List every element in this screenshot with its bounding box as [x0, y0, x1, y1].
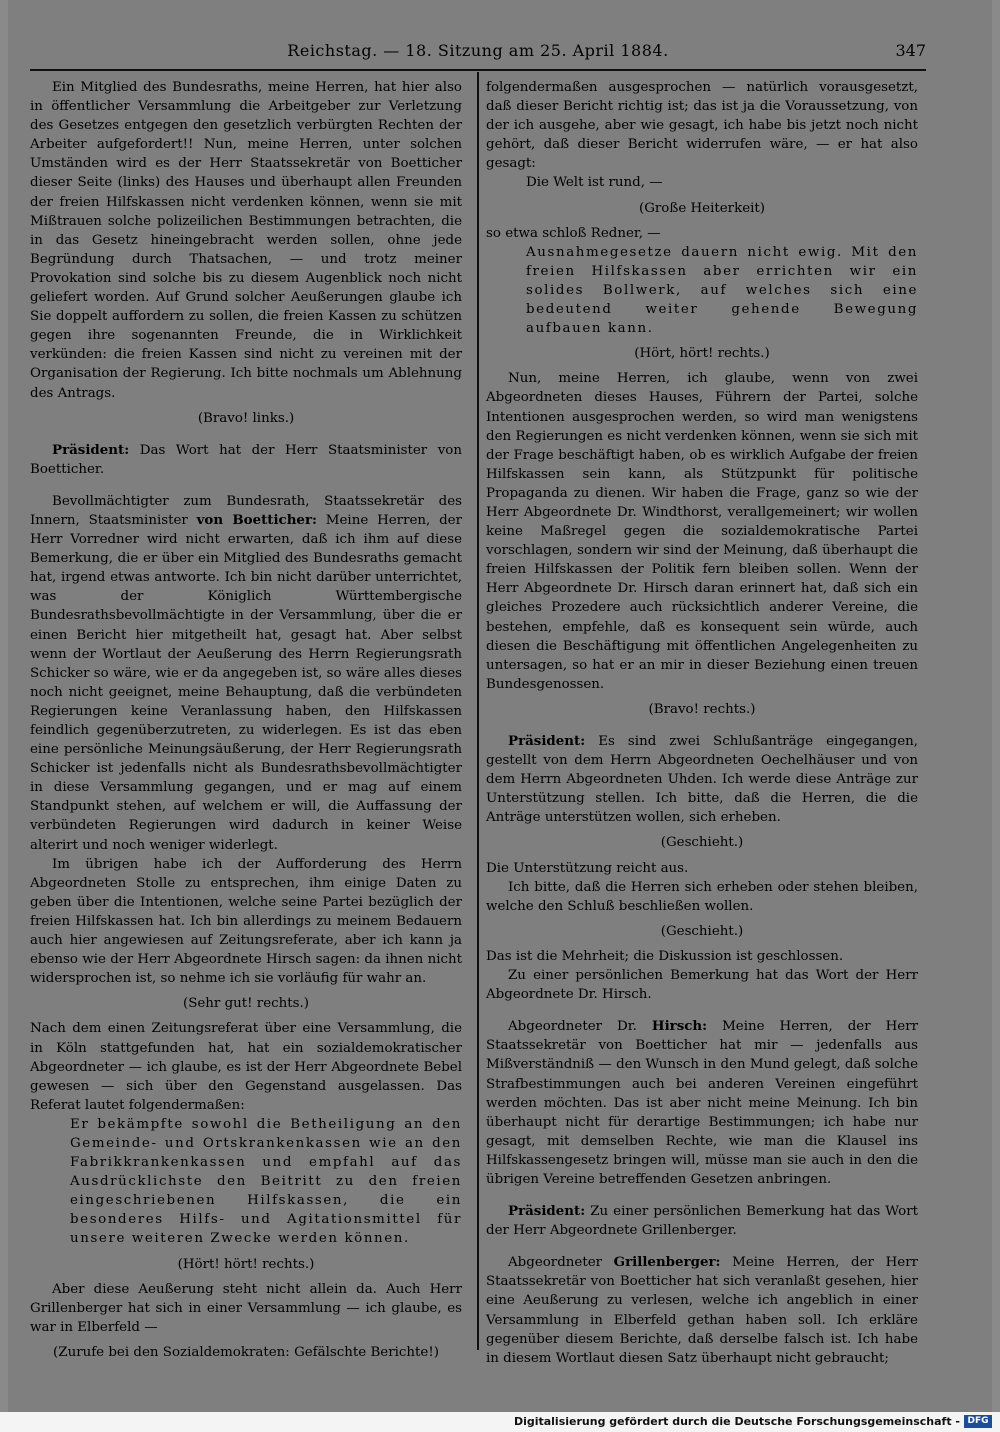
interjection: (Hört! hört! rechts.) — [177, 1256, 315, 1272]
speech-paragraph — [486, 1202, 918, 1240]
paragraph: Im übrigen habe ich der Aufforderung des Herrn Abgeordneten Stolle zu entsprechen, ihm einige Daten zu geben über die Intentionen, welche seine Partei bezüglich der freien Hilfskassen hat. Ich bin allerdings zu meinem Bedauern auch hier angewiesen auf Zeitungsreferate, aber ich kann ja ebenso wie der Herr Abgeordnete Hirsch sagen: da ihnen nicht widersprochen ist, so nehme ich sie vorläufig für wahr an. — [30, 856, 462, 987]
interjection: (Bravo! links.) — [197, 410, 295, 426]
page-number: 347 — [895, 41, 926, 60]
paragraph: Aber diese Aeußerung steht nicht allein da. Auch Herr Grillenberger hat sich in einer Versammlung — ich glaube, es war in Elberfeld — — [30, 1281, 462, 1335]
interjection: (Geschieht.) — [660, 835, 744, 851]
page-sheet — [8, 0, 992, 1412]
speech-text: Das Wort hat der Herr Staatsminister von Boetticher. — [30, 442, 462, 477]
speech-text: Meine Herren, der Herr Staatssekretär von Boetticher hat mir — jedenfalls aus Mißverständniß — den Wunsch in den Mund gelegt, daß solche Strafbestimmungen auch bei anderen Vereinen eingeführt werden möchten. Das ist aber nicht meine Meinung. Ich bin überhaupt nicht für derartige Bestimmungen; ich habe nur gesagt, mit demselben Rechte, wie man die Klausel ins Hilfskassengesetz bringen will, müsse man sie auch in den die übrigen Vereine betreffenden Gesetzen anbringen. — [486, 1019, 918, 1187]
interjection: (Zurufe bei den Sozialdemokraten: Gefälschte Berichte!) — [53, 1344, 439, 1360]
speaker-name: Hirsch: — [651, 1018, 708, 1035]
speaker-name: Präsident: — [508, 733, 586, 749]
paragraph: folgendermaßen ausgesprochen — natürlich vorausgesetzt, daß dieser Bericht richtig ist; das ist ja die Voraussetzung, von der ich ausgehe, aber wie gesagt, ich habe bis jetzt noch nicht gehört, daß dieser Bericht widerrufen wäre, — er hat also gesagt: — [486, 80, 918, 172]
speaker-name: von Boetticher: — [196, 511, 317, 528]
speaker-name: Präsident: — [508, 1203, 586, 1220]
speech-paragraph — [30, 441, 462, 479]
speaker-prefix: Bevollmächtigter zum Bundesrath, Staatssekretär des Innern, Staatsminister — [30, 493, 462, 528]
paragraph: Zu einer persönlichen Bemerkung hat das Wort der Herr Abgeordnete Dr. Hirsch. — [486, 968, 918, 1003]
interjection: (Große Heiterkeit) — [638, 200, 766, 216]
dfg-logo: DFG — [964, 1415, 992, 1428]
speaker-prefix: Abgeordneter Dr. — [508, 1019, 652, 1035]
speech-paragraph — [486, 1017, 918, 1189]
footer-bar — [0, 1412, 1000, 1432]
interjection: (Geschieht.) — [660, 923, 744, 939]
paragraph: so etwa schloß Redner, — — [486, 225, 661, 241]
interjection: (Sehr gut! rechts.) — [182, 996, 309, 1012]
header-title: Reichstag. — 18. Sitzung am 25. April 1884. — [287, 41, 669, 60]
interjection: (Hört, hört! rechts.) — [634, 346, 770, 362]
speech-text: Meine Herren, der Herr Vorredner wird nicht erwarten, daß ich ihm auf diese Bemerkung, die er über ein Mitglied des Bundesraths gemacht hat, irgend etwas antworte. Ich bin nicht darüber unterrichtet, was der Königlich Württembergische Bundesrathsbevollmächtigte in der Versammlung, über die er einen Bericht hier mitgetheilt hat, gesagt hat. Aber selbst wenn der Wortlaut der Aeußerung des Herrn Regierungsrath Schicker so wäre, wie er da angegeben ist, so wäre alles dieses noch nicht geeignet, meine Behauptung, daß die verbündeten Regierungen keine Veranlassung haben, den Hilfskassen feindlich gegenüberzutreten, zu widerlegen. Es ist das eben eine persönliche Meinungsäußerung, der Herr Regierungsrath Schicker ist jedenfalls nicht als Bundesrathsbevollmächtigter in diese Versammlung gegangen, und er mag auf einem Standpunkt stehen, auf welchem er will, die Auffassung der verbündeten Regierungen wird dadurch in keiner Weise alterirt und noch weniger widerlegt. — [30, 512, 462, 853]
speaker-prefix: Abgeordneter — [508, 1255, 614, 1271]
quotation: Ausnahmegesetze dauern nicht ewig. Mit den freien Hilfskassen aber errichten wir ein solides Bollwerk, auf welches sich eine bedeutend weiter gehende Bewegung aufbauen kann. — [526, 244, 918, 337]
right-column — [486, 78, 918, 1368]
quotation: Die Welt ist rund, — — [526, 175, 663, 191]
speech-text: Es sind zwei Schlußanträge eingegangen, gestellt von dem Herrn Abgeordneten Oechelhäuser und von dem Herrn Abgeordneten Uhden. Ich werde diese Anträge zur Unterstützung stellen. Ich bitte, daß die Herren, die die Anträge unterstützen wollen, sich erheben. — [486, 734, 918, 826]
speech-paragraph — [30, 492, 462, 855]
speaker-name: Präsident: — [52, 441, 130, 458]
funding-credit: Digitalisierung gefördert durch die Deutsche Forschungsgemeinschaft - — [513, 1415, 960, 1428]
speaker-name: Grillenberger: — [613, 1254, 721, 1271]
speech-text: Zu einer persönlichen Bemerkung hat das Wort der Herr Abgeordnete Grillenberger. — [486, 1204, 918, 1239]
paragraph: Nun, meine Herren, ich glaube, wenn von zwei Abgeordneten dieses Hauses, Führern der Partei, solche Intentionen ausgesprochen werden, so wird man wenigstens den Regierungen es nicht verdenken können, wenn sie sich mit der Frage beschäftigt haben, ob es wirklich Aufgabe der freien Hilfskassen sein kann, als Stützpunkt für politische Propaganda zu dienen. Wir haben die Frage, ganz so wie der Herr Abgeordnete Dr. Windthorst, verallgemeinert; wir wollen keine Maßregel gegen die sozialdemokratische Partei vorschlagen, sondern wir sind der Meinung, daß überhaupt die freien Hilfskassen der Politik fern bleiben sollen. Wenn der Herr Abgeordnete Dr. Hirsch daran erinnert hat, daß sich ein gleiches Prozedere auch rücksichtlich anderer Vereine, die bestehen, empfehle, daß es konsequent sein würde, auch diesen die Beschäftigung mit öffentlichen Angelegenheiten zu untersagen, so hat er an mir in dieser Beziehung einen treuen Bundesgenossen. — [486, 371, 918, 692]
paragraph: Ich bitte, daß die Herren sich erheben oder stehen bleiben, welche den Schluß beschließen wollen. — [486, 879, 918, 914]
interjection: (Bravo! rechts.) — [648, 701, 756, 717]
quotation: Er bekämpfte sowohl die Betheiligung an den Gemeinde- und Ortskrankenkassen wie an den Fabrikkrankenkassen und empfahl auf das Ausdrücklichste den Beitritt zu den freien eingeschriebenen Hilfskassen, die ein besonderes Hilfs- und Agitationsmittel für unsere weiteren Zwecke werden können. — [70, 1116, 462, 1247]
speech-paragraph — [486, 732, 918, 827]
paragraph: Nach dem einen Zeitungsreferat über eine Versammlung, die in Köln stattgefunden hat, hat ein sozialdemokratischer Abgeordneter — ich glaube, es ist der Herr Abgeordnete Bebel gewesen — sich über den Gegenstand ausgelassen. Das Referat lautet folgendermaßen: — [30, 1021, 462, 1113]
paragraph: Ein Mitglied des Bundesraths, meine Herren, hat hier also in öffentlicher Versammlung die Arbeitgeber zur Verletzung des Gesetzes entgegen den gesetzlich verbürgten Rechten der Arbeiter aufgefordert!! Nun, meine Herren, unter solchen Umständen wird es der Herr Staatssekretär von Boetticher dieser Seite (links) des Hauses und überhaupt allen Freunden der freien Hilfskassen nicht verdenken können, wenn sie mit Mißtrauen solche polizeilichen Bestimmungen betrachten, die in das Gesetz hineingebracht werden sollen, ohne jede Begründung durch Thatsachen, — und trotz meiner Provokation sind solche bis zu diesem Augenblick noch nicht geliefert worden. Auf Grund solcher Aeußerungen glaube ich Sie doppelt auffordern zu sollen, die freien Kassen zu schützen gegen ihre sogenannten Freunde, die in Wirklichkeit verkünden: die freien Kassen sind nicht zu vereinen mit der Organisation der Regierung. Ich bitte nochmals um Ablehnung des Antrags. — [30, 80, 462, 401]
running-header — [30, 40, 926, 66]
header-rule — [30, 69, 926, 71]
paragraph: Die Unterstützung reicht aus. — [486, 860, 689, 876]
paragraph: Das ist die Mehrheit; die Diskussion ist geschlossen. — [486, 948, 844, 964]
left-column — [30, 78, 462, 1368]
speech-paragraph — [486, 1253, 918, 1368]
speech-text: Meine Herren, der Herr Staatssekretär von Boetticher hat sich veranlaßt gesehen, hier eine Aeußerung zu verlesen, welche ich angeblich in einer Versammlung in Elberfeld gethan haben soll. Ich erkläre gegenüber diesem Berichte, daß derselbe falsch ist. Ich habe in diesem Wortlaut diesen Satz überhaupt nicht gebraucht; — [486, 1255, 918, 1366]
column-divider — [477, 72, 479, 1350]
